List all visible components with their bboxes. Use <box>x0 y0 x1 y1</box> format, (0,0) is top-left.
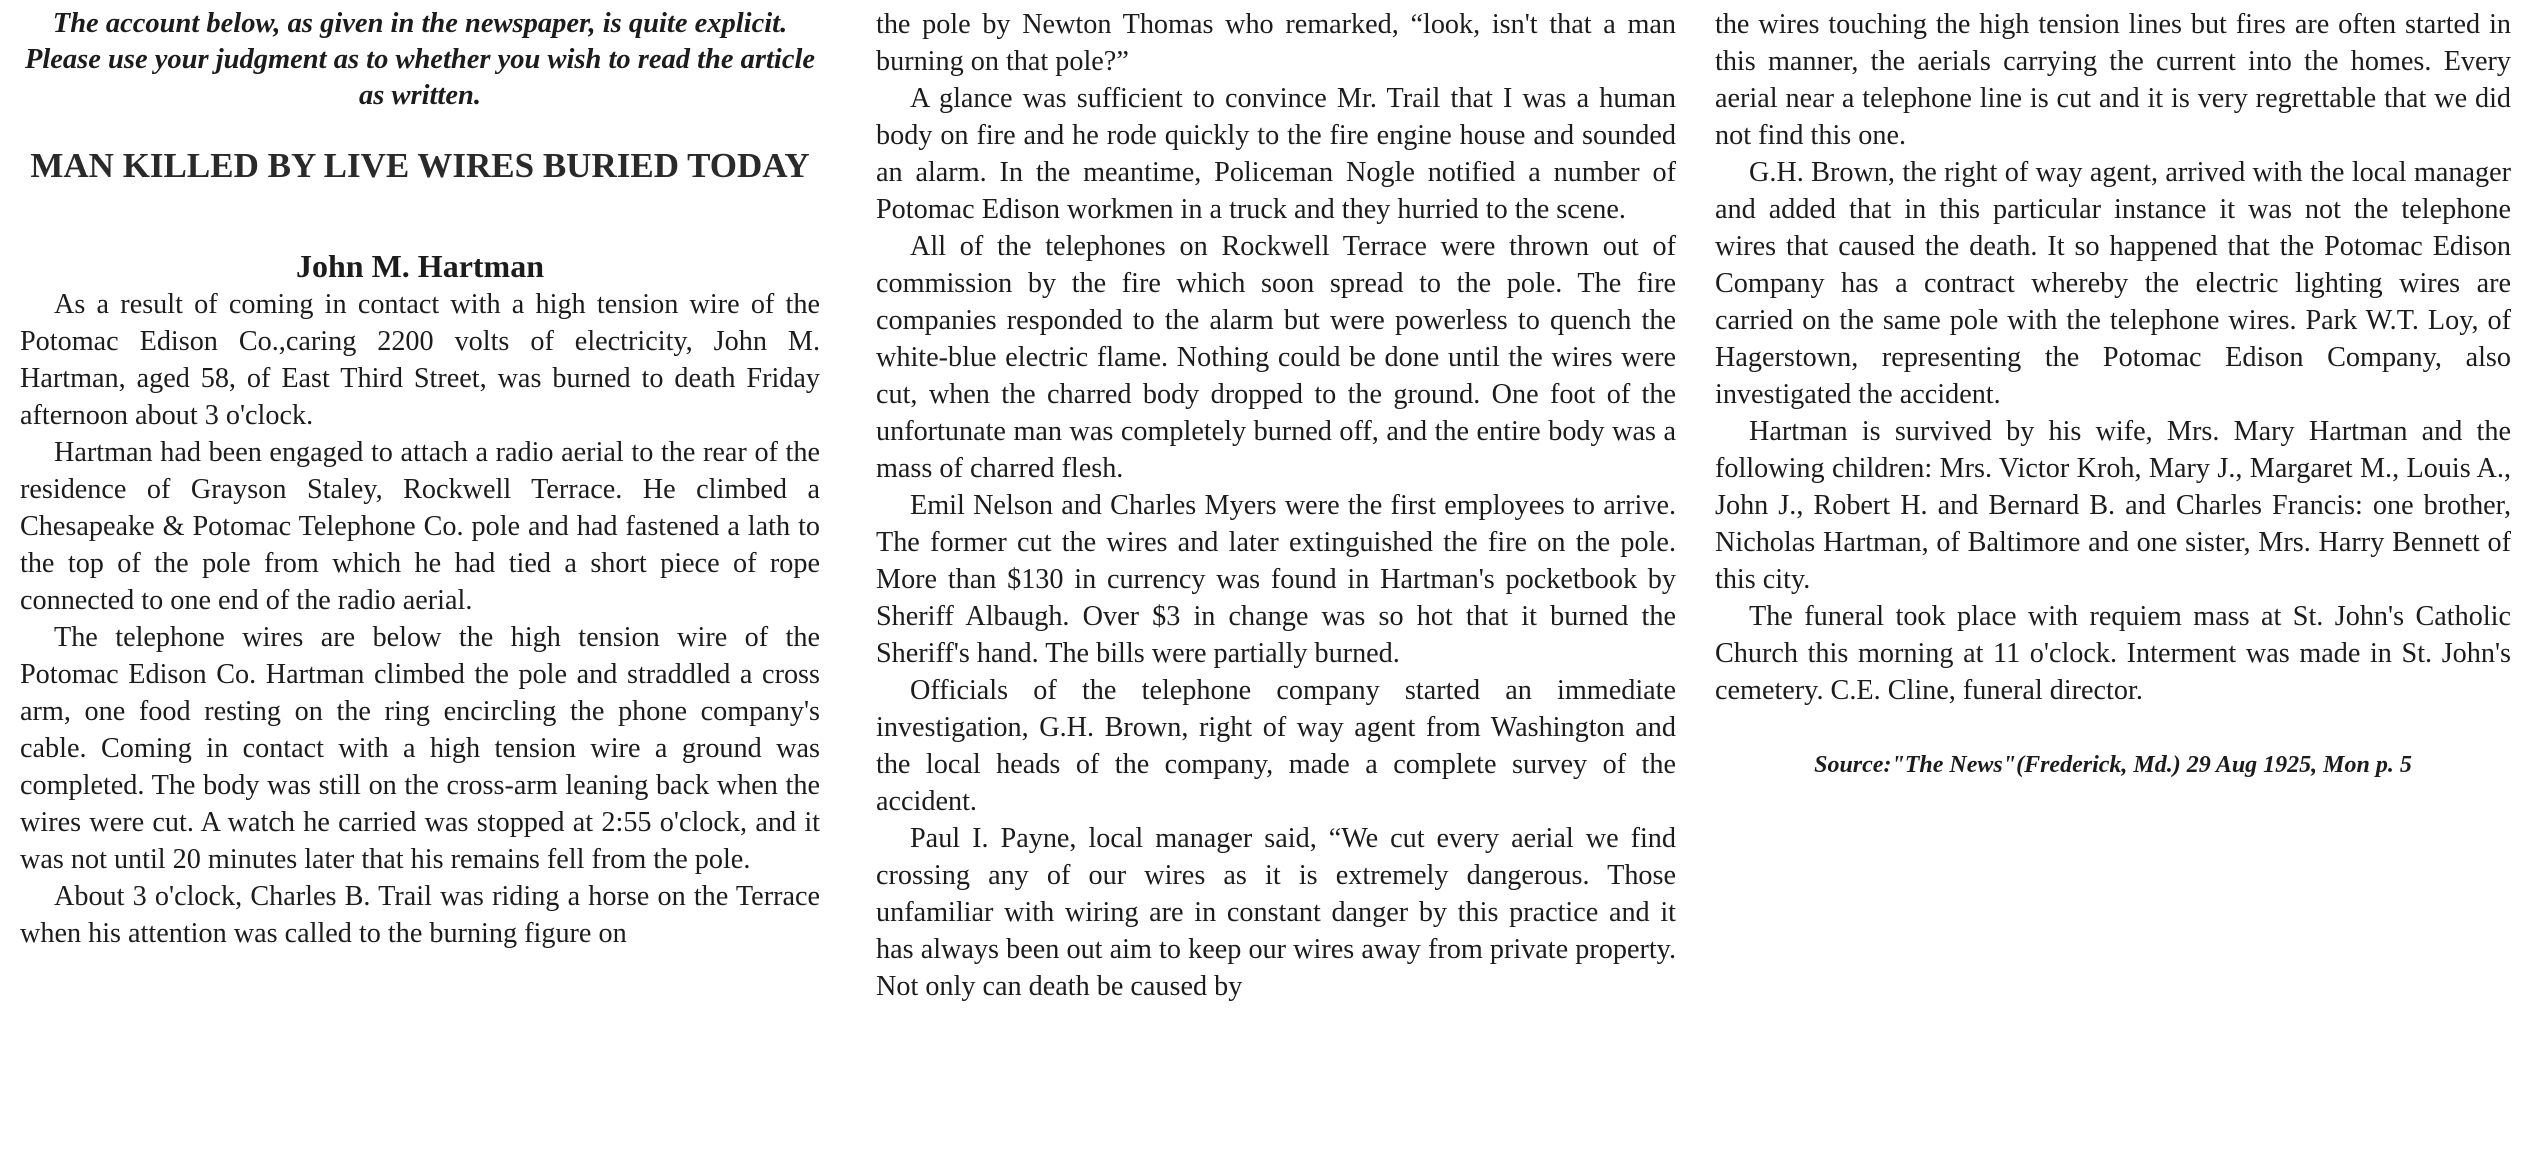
paragraph: Hartman had been engaged to attach a radio aerial to the rear of the residence of Grayson Staley, Rockwell Terrace. He climbed a Chesapeake & Potomac Telephone Co. pole and had fastened a lath to the top of the pole from which he had tied a short piece of rope connected to one end of the radio aerial. <box>20 437 820 616</box>
paragraph: the wires touching the high tension lines but fires are often started in this manner, the aerials carrying the current into the homes. Every aerial near a telephone line is cut and it is very regrettable that we did not find this one. <box>1715 9 2511 151</box>
paragraph: About 3 o'clock, Charles B. Trail was riding a horse on the Terrace when his attention was called to the burning figure on <box>20 881 820 949</box>
column-3-body <box>1715 6 2511 709</box>
paragraph: All of the telephones on Rockwell Terrace were thrown out of commission by the fire which soon spread to the pole. The fire companies responded to the alarm but were powerless to quench the white-blue electric flame. Nothing could be done until the wires were cut, when the charred body dropped to the ground. One foot of the unfortunate man was completely burned off, and the entire body was a mass of charred flesh. <box>876 231 1676 484</box>
article-byline: John M. Hartman <box>296 248 544 284</box>
paragraph: Paul I. Payne, local manager said, “We cut every aerial we find crossing any of our wires as it is extremely dangerous. Those unfamiliar with wiring are in constant danger by this practice and it has always been out aim to keep our wires away from private property. Not only can death be caused by <box>876 823 1676 1002</box>
column-2 <box>876 6 1676 1005</box>
paragraph: The telephone wires are below the high tension wire of the Potomac Edison Co. Hartman climbed the pole and straddled a cross arm, one food resting on the ring encircling the phone company's cable. Coming in contact with a high tension wire a ground was completed. The body was still on the cross-arm leaning back when the wires were cut. A watch he carried was stopped at 2:55 o'clock, and it was not until 20 minutes later that his remains fell from the pole. <box>20 622 820 875</box>
paragraph: Emil Nelson and Charles Myers were the first employees to arrive. The former cut the wires and later extinguished the fire on the pole. More than $130 in currency was found in Hartman's pocketbook by Sheriff Albaugh. Over $3 in change was so hot that it burned the Sheriff's hand. The bills were partially burned. <box>876 490 1676 669</box>
paragraph: As a result of coming in contact with a high tension wire of the Potomac Edison Co.,caring 2200 volts of electricity, John M. Hartman, aged 58, of East Third Street, was burned to death Friday afternoon about 3 o'clock. <box>20 289 820 431</box>
column-3 <box>1715 6 2511 781</box>
paragraph: A glance was sufficient to convince Mr. Trail that I was a human body on fire and he rode quickly to the fire engine house and sounded an alarm. In the meantime, Policeman Nogle notified a number of Potomac Edison workmen in a truck and they hurried to the scene. <box>876 83 1676 225</box>
paragraph: Hartman is survived by his wife, Mrs. Mary Hartman and the following children: Mrs. Victor Kroh, Mary J., Margaret M., Louis A., John J., Robert H. and Bernard B. and Charles Francis: one brother, Nicholas Hartman, of Baltimore and one sister, Mrs. Harry Bennett of this city. <box>1715 416 2511 595</box>
column-1 <box>20 6 820 952</box>
paragraph: G.H. Brown, the right of way agent, arrived with the local manager and added that in this particular instance it was not the telephone wires that caused the death. It so happened that the Potomac Edison Company has a contract whereby the electric lighting wires are carried on the same pole with the telephone wires. Park W.T. Loy, of Hagerstown, representing the Potomac Edison Company, also investigated the accident. <box>1715 157 2511 410</box>
article-headline: MAN KILLED BY LIVE WIRES BURIED TODAY <box>30 146 810 185</box>
column-2-body <box>876 6 1676 1005</box>
paragraph: Officials of the telephone company started an immediate investigation, G.H. Brown, right of way agent from Washington and the local heads of the company, made a complete survey of the accident. <box>876 675 1676 817</box>
editor-note: The account below, as given in the newspaper, is quite explicit. Please use your judgment as to whether you wish to read the article as written. <box>24 8 816 111</box>
source-citation: Source:"The News"(Frederick, Md.) 29 Aug 1925, Mon p. 5 <box>1814 752 2412 778</box>
paragraph: The funeral took place with requiem mass at St. John's Catholic Church this morning at 11 o'clock. Interment was made in St. John's cemetery. C.E. Cline, funeral director. <box>1715 601 2511 706</box>
paragraph: the pole by Newton Thomas who remarked, “look, isn't that a man burning on that pole?” <box>876 9 1676 77</box>
column-1-body <box>20 286 820 952</box>
